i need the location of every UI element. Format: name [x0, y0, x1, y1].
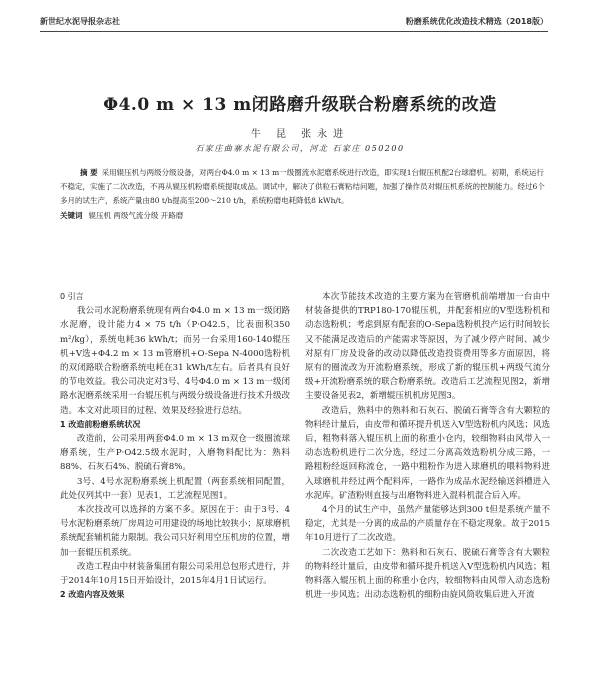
- abstract-paragraph: [60, 166, 546, 208]
- body-paragraph: 4个月的试生产中，虽然产量能够达到300 t但是系统产量不稳定，尤其是一分离的成品的产质量存在不稳定现象。故于2015年10月进行了二次改造。: [305, 505, 550, 544]
- header-collection: 粉磨系统优化改造技术精选（2018版）: [405, 17, 548, 26]
- body-paragraph: 3号、4号水泥粉磨系统上机配置（两套系统相同配置，此处仅列其中一套）见表1，工艺流程见图1。: [60, 476, 290, 501]
- body-paragraph: 二次改造工艺如下：熟料和石灰石、脱硫石膏等含有大颗粒的物料经计量后，由皮带和循环提升机送入V型选粉机内风选；粗物料落入辊压机上面的称重小仓内，较细物料由风带入动态选粉机进一步风选；出动态选粉机的细粉由旋风筒收集后进入开流: [305, 547, 550, 601]
- article-authors: 牛 昆 张永进: [250, 129, 350, 140]
- header-publisher: 新世纪水泥导报杂志社: [40, 17, 120, 26]
- body-column-right: [305, 290, 550, 602]
- keywords-text: 辊压机 两级气流分级 开路磨: [88, 211, 184, 220]
- article-title: Φ4.0 m × 13 m闭路磨升级联合粉磨系统的改造: [103, 95, 497, 115]
- body-paragraph: 本次节能技术改造的主要方案为在管磨机前端增加一台由中材装备提供的TRP180-170辊压机，并配套相应的V型选粉机和动态选粉机；考虑到原有配套的O-Sepa选粉机投产运行时间较长又不能满足改造后的产能需求等原因，为了减少停产时间、减少对原有厂房及设备的改动以降低改造投资费用等多方面原因，将原有的圈流改为开流粉磨系统，形成了新的辊压机+两级气流分级+开流粉磨系统的联合粉磨系统。改造后工艺流程见图2，新增主要设备见表2，新增辊压机机房见图3。: [305, 292, 550, 402]
- running-header: [40, 16, 548, 30]
- author-affiliation: 石家庄曲寨水泥有限公司，河北 石家庄 050200: [195, 144, 405, 153]
- header-rule: [40, 31, 548, 32]
- section-heading: 0 引言: [60, 292, 84, 301]
- body-paragraph: 我公司水泥粉磨系统现有两台Φ4.0 m × 13 m一级闭路水泥磨，设计能力4 × 75 t/h（P·O42.5，比表面积350 m²/kg），系统电耗36 kWh/t；而另一台采用160-140辊压机+V选+Φ4.2 m × 13 m管磨机+O-Sepa N-4000选粉机的双闭路联合粉磨系统电耗在31 kWh/t左右。后者具有良好的节电效益。我公司决定对3号、4号Φ4.0 m × 13 m一级闭路水泥磨系统采用一台辊压机与两级分级设备进行技术升级改造。本文对此项目的过程、效果及经验进行总结。: [60, 306, 290, 416]
- body-paragraph: 本次技改可以选择的方案不多。原因在于：由于3号、4号水泥粉磨系统厂房周边可用建设的场地比较狭小；原球磨机系统配套辅机能力限制。我公司只好利用空压机房的位置，增加一套辊压机系统。: [60, 505, 290, 558]
- body-paragraph: 改造工程由中材装备集团有限公司采用总包形式进行，并于2014年10月15日开始设计，2015年4月1日试运行。: [60, 561, 290, 587]
- keywords-line: [60, 209, 546, 223]
- abstract-text: 采用辊压机与两级分级设备，对两台Φ4.0 m × 13 m一级圈流水泥磨系统进行改造，即实现1台辊压机配2台球磨机。初期，系统运行不稳定，实施了二次改造，不再从辊压机粉磨系统提取成品。调试中，解决了供粒石膏粘结问题，加强了操作员对辊压机系统的控制能力。经过6个多月的试生产，系统产量由80 t/h提高至200～210 t/h，系统粉磨电耗降低8 kWh/t。: [60, 168, 545, 205]
- body-column-left: [60, 290, 290, 602]
- section-heading: 2 改造内容及效果: [60, 590, 125, 600]
- abstract-block: [60, 166, 546, 223]
- keywords-label: 关键词: [60, 211, 83, 220]
- abstract-label: 摘 要: [80, 168, 98, 177]
- body-paragraph: 改造前，公司采用两套Φ4.0 m × 13 m双仓一级圈流球磨系统，生产P·O42.5级水泥时，入磨物料配比为：熟料88%、石灰石4%、脱硫石膏8%。: [60, 434, 290, 473]
- body-paragraph: 改造后，熟料中的熟料和石灰石、脱硫石膏等含有大颗粒的物料经计量后，由皮带和循环提升机送入V型选粉机内风选；风选后，粗物料落入辊压机上面的称重小仓内，较细物料由风带入一动态选粉机进行二次分选，经过二分离高效选粉机分成三路，一路粗粉经返回称流仓，一路中粗粉作为进入球磨机的喂料物料进入球磨机并经过两个配料库，一路作为成品水泥经输送斜槽进入水泥库。矿渣粉则直接与出磨物料进入混料机混合后入库。: [305, 405, 550, 501]
- section-heading: 1 改造前粉磨系统状况: [60, 419, 141, 429]
